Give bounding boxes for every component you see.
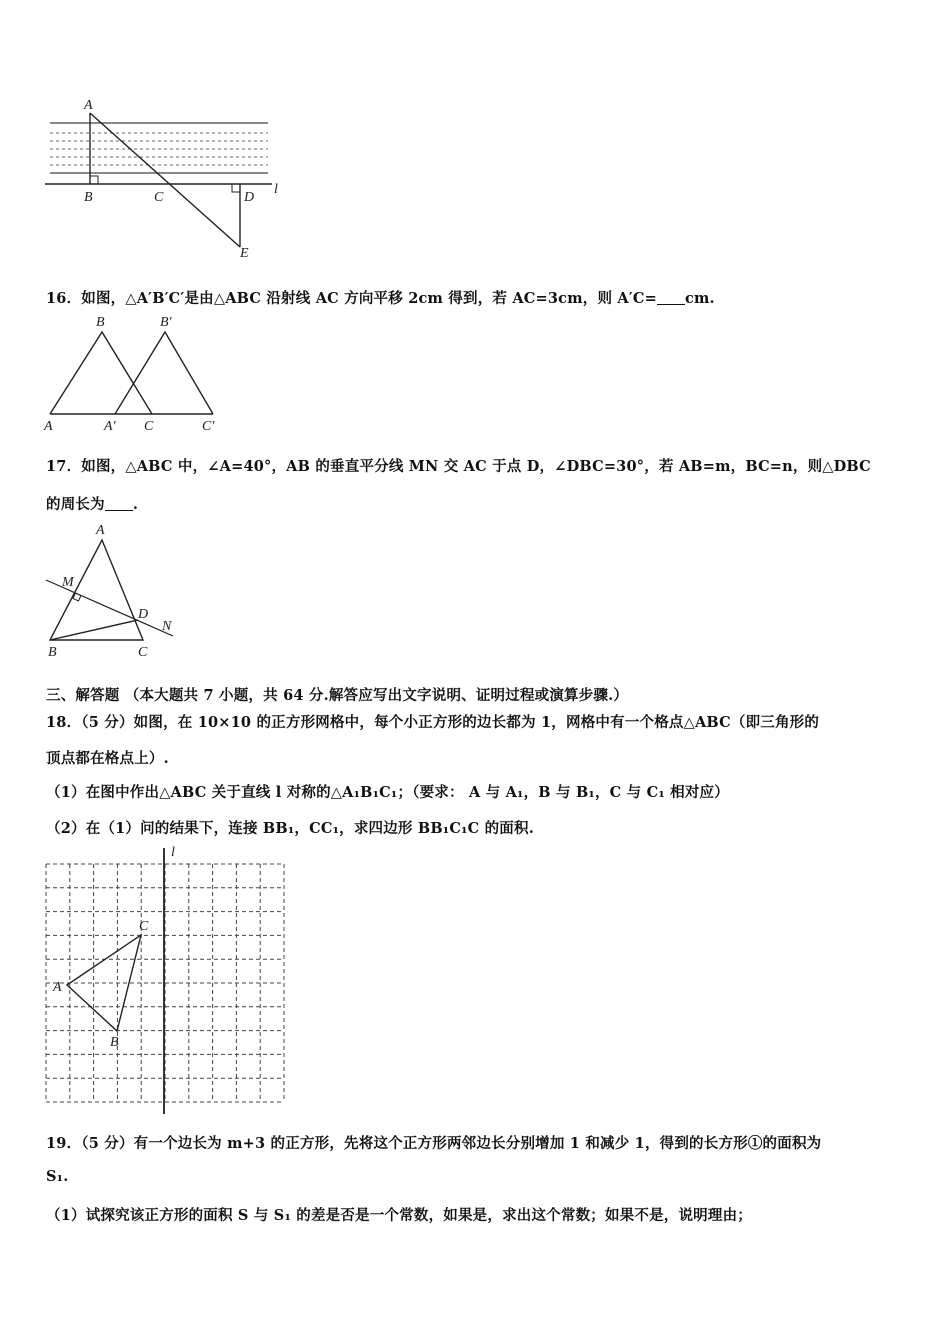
q18-line2: 顶点都在格点上）. (46, 750, 169, 767)
label-D: D (244, 190, 255, 205)
q16-answer-blank[interactable] (657, 290, 685, 305)
label-A: A (44, 419, 53, 434)
q17-line1: 17．如图，△ABC 中，∠A=40°，AB 的垂直平分线 MN 交 AC 于点 D，∠DBC=30°，若 AB=m，BC=n，则△DBC (46, 458, 871, 475)
label-A: A (84, 98, 93, 113)
figure-grid (40, 842, 290, 1117)
label-A-prime: A′ (104, 419, 116, 434)
q19-part1: （1）试探究该正方形的面积 S 与 S₁ 的差是否是一个常数，如果是，求出这个常数；如果不是，说明理由； (46, 1207, 752, 1224)
label-C: C (144, 419, 154, 434)
label-A: A (53, 980, 62, 995)
q19-line2: S₁. (46, 1168, 69, 1185)
label-l: l (274, 182, 278, 197)
q19-line1: 19．（5 分）有一个边长为 m+3 的正方形，先将这个正方形两邻边长分别增加 1 和减少 1，得到的长方形①的面积为 (46, 1135, 822, 1152)
label-B: B (96, 315, 105, 330)
figure-perpendicular-bisector (40, 516, 190, 662)
label-B: B (110, 1035, 119, 1050)
label-M: M (62, 575, 74, 590)
label-C: C (138, 645, 148, 660)
label-E: E (240, 246, 249, 260)
section-heading: 三、解答题 （本大题共 7 小题，共 64 分.解答应写出文字说明、证明过程或演算步骤.） (46, 687, 629, 704)
label-A: A (96, 523, 105, 538)
figure-translated-triangles (40, 312, 230, 437)
label-C-prime: C′ (202, 419, 215, 434)
label-B-prime: B′ (160, 315, 172, 330)
q18-part2: （2）在（1）问的结果下，连接 BB₁，CC₁，求四边形 BB₁C₁C 的面积. (46, 820, 534, 837)
label-l: l (171, 845, 175, 860)
label-N: N (162, 619, 172, 634)
q18-line1: 18．（5 分）如图，在 10×10 的正方形网格中，每个小正方形的边长都为 1，网格中有一个格点△ABC（即三角形的 (46, 714, 820, 731)
label-C: C (139, 919, 149, 934)
q17-line2: 的周长为 . (46, 496, 139, 513)
label-D: D (138, 607, 149, 622)
figure-parallel-lines (40, 95, 290, 260)
q16-text: 16．如图，△A′B′C′是由△ABC 沿射线 AC 方向平移 2cm 得到，若 AC=3cm，则 A′C= cm. (46, 290, 715, 307)
label-B: B (84, 190, 93, 205)
label-C: C (154, 190, 164, 205)
label-B: B (48, 645, 57, 660)
q17-answer-blank[interactable] (105, 496, 133, 511)
q18-part1: （1）在图中作出△ABC 关于直线 l 对称的△A₁B₁C₁；（要求： A 与 A₁，B 与 B₁，C 与 C₁ 相对应） (46, 784, 729, 801)
